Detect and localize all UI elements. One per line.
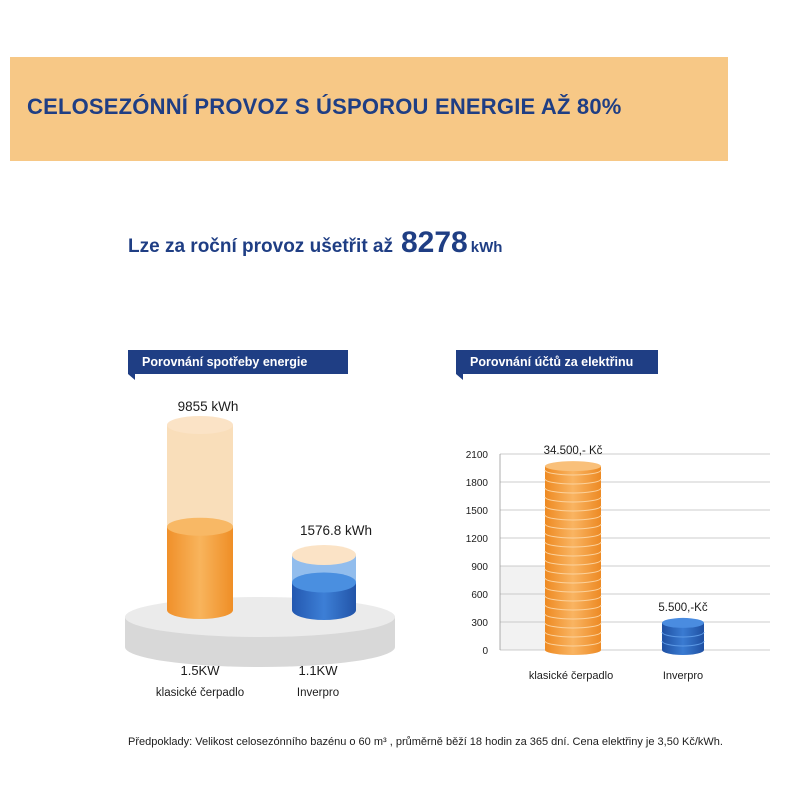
category-label-0: klasické čerpadlo	[155, 687, 245, 699]
cylinder-top-cap-0	[167, 416, 233, 434]
y-tick-6: 1800	[465, 478, 488, 489]
cost-comparison-chart	[440, 420, 780, 695]
y-tick-2: 600	[471, 590, 488, 601]
category-label-1: Inverpro	[662, 670, 704, 682]
y-tick-7: 2100	[465, 450, 488, 461]
coin-bar-top-1	[662, 618, 704, 628]
value-label-1: 1576.8 kWh	[299, 523, 373, 538]
page-title: CELOSEZÓNNÍ PROVOZ S ÚSPOROU ENERGIE AŽ 80%	[27, 94, 622, 119]
cylinder-top-cap-1	[292, 545, 356, 565]
y-tick-4: 1200	[465, 534, 488, 545]
value-label-1: 5.500,-Kč	[658, 601, 708, 614]
cylinder-level-1	[292, 573, 356, 593]
cost-chart-title: Porovnání účtů za elektřinu	[456, 350, 658, 374]
saving-unit: kWh	[470, 239, 503, 256]
coin-bar-0	[545, 466, 601, 650]
saving-value: 8278	[401, 226, 468, 259]
y-tick-1: 300	[471, 618, 488, 629]
cylinder-bottom-1	[292, 600, 356, 620]
power-label-1: 1.1KW	[298, 663, 338, 678]
value-label-0: 34.500,- Kč	[543, 445, 603, 458]
energy-comparison-chart	[110, 385, 400, 710]
energy-chart-title: Porovnání spotřeby energie	[128, 350, 348, 374]
category-label-1: Inverpro	[296, 687, 340, 699]
cylinder-bottom-0	[167, 601, 233, 619]
y-tick-5: 1500	[465, 506, 488, 517]
power-label-0: 1.5KW	[180, 663, 220, 678]
value-label-0: 9855 kWh	[177, 399, 239, 414]
footnote: Předpoklady: Velikost celosezónního bazénu o 60 m³ , průměrně běží 18 hodin za 365 dní. Cena elektřiny je 3,50 Kč/kWh.	[128, 736, 723, 748]
y-tick-0: 0	[482, 646, 488, 657]
coin-bar-top-0	[545, 461, 601, 471]
saving-headline	[128, 226, 502, 260]
saving-prefix: Lze za roční provoz ušetřit až	[128, 236, 393, 257]
cylinder-level-0	[167, 518, 233, 536]
header-banner	[10, 57, 728, 161]
cylinder-bar-0	[167, 527, 233, 610]
category-label-0: klasické čerpadlo	[528, 670, 614, 682]
y-tick-3: 900	[471, 562, 488, 573]
